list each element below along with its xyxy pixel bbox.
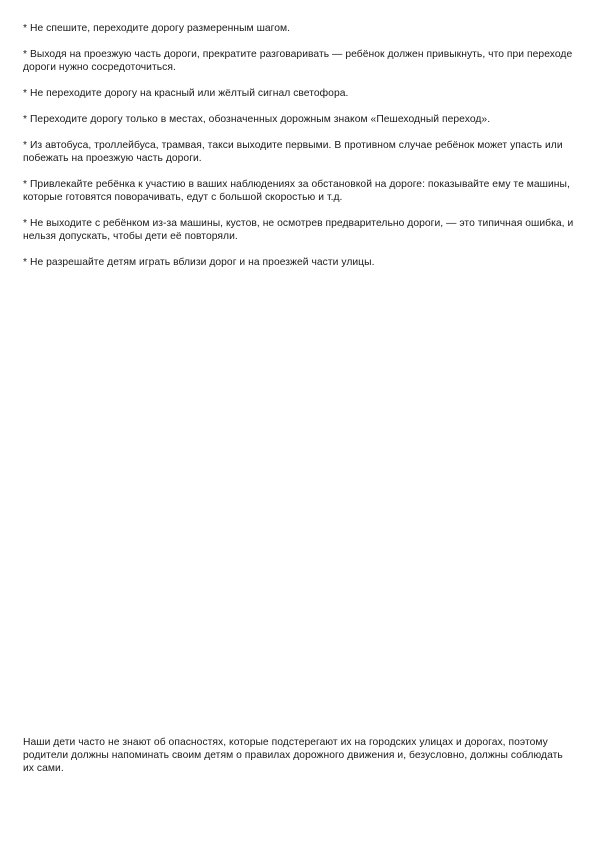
rule-item: * Не переходите дорогу на красный или жёлтый сигнал светофора. [23,88,349,99]
rule-item: * Из автобуса, троллейбуса, трамвая, такси выходите первыми. В противном случае ребёнок может упасть или побежать на проезжую часть дороги. [23,140,563,164]
rule-item: * Переходите дорогу только в местах, обозначенных дорожным знаком «Пешеходный переход». [23,114,491,125]
rule-item: * Выходя на проезжую часть дороги, прекратите разговаривать — ребёнок должен привыкнуть, что при переходе дороги нужно сосредоточиться. [23,49,573,73]
footer-paragraph: Наши дети часто не знают об опасностях, которые подстерегают их на городских улицах и дорогах, поэтому родители должны напоминать своим детям о правилах дорожного движения и, безусловно, должны соблюдать их сами. [23,737,563,774]
rule-item: * Не выходите с ребёнком из-за машины, кустов, не осмотрев предварительно дороги, — это типичная ошибка, и нельзя допускать, чтобы дети её повторяли. [23,218,574,242]
rule-item: * Не спешите, переходите дорогу размеренным шагом. [23,23,291,34]
rule-item: * Привлекайте ребёнка к участию в ваших наблюдениях за обстановкой на дороге: показывайте ему те машины, которые готовятся поворачивать, едут с большой скоростью и т.д. [23,179,570,203]
rule-item: * Не разрешайте детям играть вблизи дорог и на проезжей части улицы. [23,257,375,268]
rules-list [23,22,578,282]
